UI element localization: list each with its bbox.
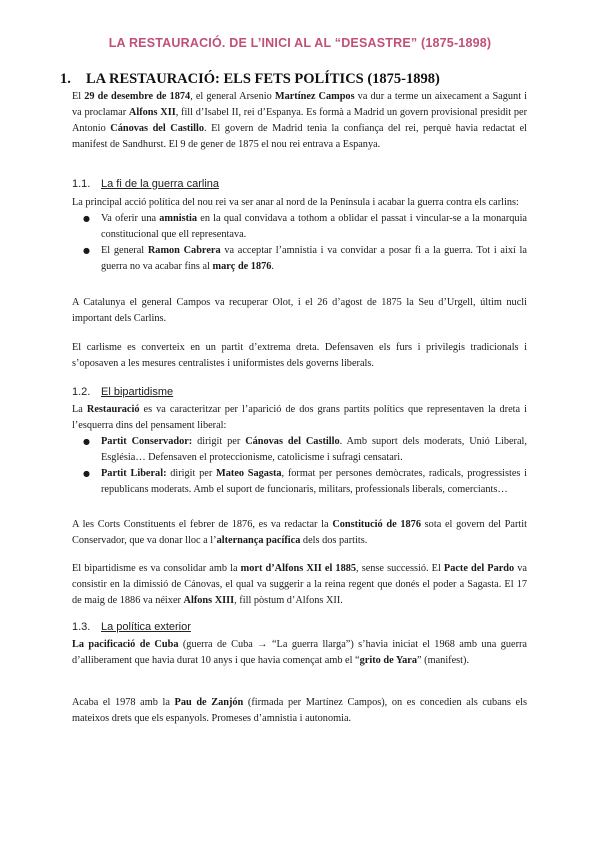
carlist-war-lead: La principal acció política del nou rei va ser anar al nord de la Península i acabar la guerra contra els carlins: — [72, 197, 519, 208]
para-text: sota el govern del Partit Conservador, que va donar lloc a l’ — [72, 519, 527, 546]
bullet-text: va acceptar l’amnistia i va convidar a posar fi a la guerra. Tot i així la guerra no va acabar fins al — [101, 245, 527, 272]
pardo-paragraph — [72, 561, 527, 609]
lead-bold: Restauració — [86, 404, 140, 415]
para-text: (firmada per Martínez Campos), on es concedien als cubans els mateixos drets que els espanyols. Promeses d’amnistia i autonomia. — [72, 697, 527, 724]
para-text: dels dos partits. — [300, 535, 368, 546]
intro-bold-canovas: Cánovas del Castillo — [110, 123, 205, 134]
bullet-text: Va oferir una — [101, 213, 160, 224]
subsection-1-3-heading — [72, 621, 191, 633]
bullet-text: El general — [101, 245, 148, 256]
bullet-bold: Ramon Cabrera — [147, 245, 221, 256]
zanjon-paragraph — [72, 695, 527, 727]
subsection-1-2-body — [72, 402, 527, 498]
section-1-title: LA RESTAURACIÓ: ELS FETS POLÍTICS (1875-1898) — [86, 71, 440, 87]
para-text: (guerra de Cuba → “La guerra llarga”) s’havia iniciat el 1968 amb una guerra d’alliberament que havia durat 10 anys i que havia començat amb el “ — [72, 639, 528, 666]
para-bold: Pau de Zanjón — [174, 697, 244, 708]
carlist-olot-paragraph: A Catalunya el general Campos va recuperar Olot, i el 26 d’agost de 1875 la Seu d’Urgell, últim nucli important dels Carlins. — [72, 297, 527, 324]
document-title: LA RESTAURACIÓ. DE L’INICI AL AL “DESASTRE” (1875-1898) — [108, 36, 492, 50]
para-text: , sense successió. El — [356, 563, 444, 574]
para-text: Acaba el 1978 amb la — [72, 697, 175, 708]
list-item — [72, 243, 527, 275]
subsection-1-1-number: 1.1. — [72, 178, 91, 190]
subsection-1-1-title: La fi de la guerra carlina — [101, 178, 220, 190]
subsection-1-1-body — [72, 195, 527, 275]
cuba-paragraph — [72, 637, 527, 669]
parties-bullets — [72, 434, 527, 498]
bullet-text: . — [271, 261, 274, 272]
bullet-bold: Cánovas del Castillo — [245, 436, 340, 447]
bullet-text: dirigit per — [166, 468, 217, 479]
para-bold: Alfons XIII — [183, 595, 235, 606]
bullet-text: , format per persones demòcrates, radicals, progressistes i republicans moderats. Amb el suport de funcionaris, militars, professionals liberals, comerciants… — [101, 468, 527, 495]
para-bold: La pacificació de Cuba — [72, 639, 179, 650]
para-bold: Constitució de 1876 — [332, 519, 421, 530]
intro-text-1: El — [72, 91, 85, 102]
para-bold: Pacte del Pardo — [443, 563, 515, 574]
bullet-bold: Mateo Sagasta — [216, 468, 282, 479]
constitution-paragraph — [72, 517, 527, 549]
bullet-text: dirigit per — [192, 436, 246, 447]
lead-text: es va caracteritzar per l’aparició de dos grans partits polítics que representaven la dreta i l’esquerra dins del pensament liberal: — [72, 404, 527, 431]
list-item — [72, 211, 527, 243]
intro-bold-date: 29 de desembre de 1874 — [84, 91, 191, 102]
subsection-1-2-number: 1.2. — [72, 386, 91, 398]
party-name: Partit Conservador: — [101, 436, 193, 447]
para-bold: alternança pacífica — [216, 535, 301, 546]
carlist-war-bullets — [72, 211, 527, 275]
para-text: va consistir en la dimissió de Cánovas, el qual va suggerir a la reina regent que donés el poder a Sagasta. El 17 de maig de 1886 va néixer — [72, 563, 527, 606]
para-text: ” (manifest). — [417, 655, 470, 666]
section-1-heading — [60, 71, 440, 88]
subsection-1-3-number: 1.3. — [72, 621, 91, 633]
section-1-number: 1. — [60, 71, 71, 87]
subsection-1-1-heading — [72, 178, 219, 190]
intro-bold-campos: Martínez Campos — [274, 91, 355, 102]
list-item — [72, 466, 527, 498]
bullet-bold: març de 1876 — [212, 261, 272, 272]
para-bold: grito de Yara — [359, 655, 418, 666]
bullet-text: en la qual convidava a tothom a oblidar el passat i vincular-se a la monarquia constitucional que ell representava. — [101, 213, 527, 240]
para-text: A les Corts Constituents el febrer de 1876, es va redactar la — [72, 519, 333, 530]
party-name: Partit Liberal: — [101, 468, 167, 479]
carlism-paragraph: El carlisme es converteix en un partit d’extrema dreta. Defensaven els furs i privilegis tradicionals i s’oposaven a les mesures centralistes i uniformistes dels governs liberals. — [72, 342, 527, 369]
subsection-1-2-heading — [72, 386, 173, 398]
intro-text-4: , fill d’Isabel II, rei d’Espanya. Es formà a Madrid un govern provisional presidit per Antonio — [72, 107, 528, 134]
para-text: El bipartidisme es va consolidar amb la — [72, 563, 241, 574]
bullet-bold: amnistia — [159, 213, 198, 224]
subsection-1-2-title: El bipartidisme — [101, 386, 174, 398]
para-text: , fill pòstum d’Alfons XII. — [234, 595, 343, 606]
list-item — [72, 434, 527, 466]
lead-text: La — [72, 404, 87, 415]
para-bold: mort d’Alfons XII el 1885 — [240, 563, 357, 574]
intro-bold-alfons: Alfons XII — [128, 107, 176, 118]
section-1-intro — [72, 89, 527, 153]
intro-text-3: va dur a terme un aixecament a Sagunt i va proclamar — [72, 91, 527, 118]
bipartisan-lead — [72, 402, 527, 434]
intro-text-2: , el general Arsenio — [190, 91, 275, 102]
intro-text-5: . El govern de Madrid tenia la confiança del rei, perquè havia redactat el manifest de Sandhurst. El 9 de gener de 1875 el nou rei entrava a Espanya. — [72, 123, 528, 150]
bullet-text: . Amb suport dels moderats, Unió Liberal, Església… Defensaven el proteccionisme, catolicisme i sufragi censatari. — [101, 436, 527, 463]
subsection-1-3-title: La política exterior — [101, 621, 191, 633]
